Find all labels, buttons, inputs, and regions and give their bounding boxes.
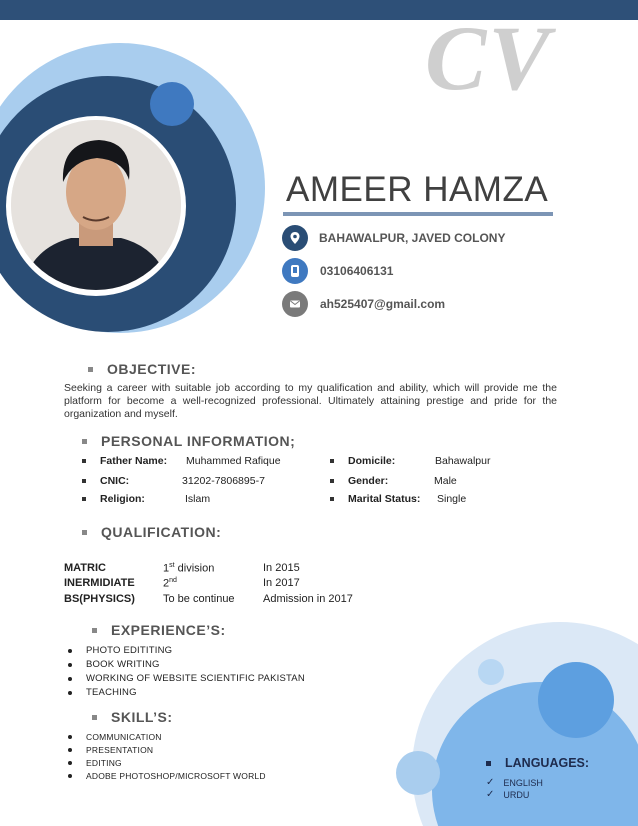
degree: MATRIC [64,562,106,574]
list-item [68,687,137,698]
list-bullet [82,459,86,463]
phone-icon [282,258,308,284]
list-bullet [82,479,86,483]
qualification-title: QUALIFICATION: [101,524,222,540]
domicile-label: Domicile: [348,455,396,467]
skill-item: ADOBE PHOTOSHOP/MICROSOFT WORLD [86,771,266,781]
domicile-row [330,455,491,467]
father-name-label: Father Name: [100,455,168,467]
domicile-value: Bahawalpur [435,455,491,467]
list-bullet [82,497,86,501]
cv-watermark: CV [425,7,552,109]
languages-heading [486,756,589,770]
list-item [68,745,153,755]
section-bullet [486,761,491,766]
objective-heading [88,361,196,377]
result: To be continue [163,593,235,605]
experience-title: EXPERIENCE’S: [111,622,226,638]
candidate-name: AMEER HAMZA [286,170,549,209]
name-underline [283,212,553,216]
experience-item: WORKING OF WEBSITE SCIENTIFIC PAKISTAN [86,673,305,684]
year: In 2015 [263,562,300,574]
marital-status-row [330,493,467,505]
skills-title: SKILL’S: [111,709,173,725]
gender-label: Gender: [348,475,389,487]
qualification-heading [82,524,221,540]
location-icon [282,225,308,251]
skills-heading [92,709,173,725]
degree: INERMIDIATE [64,577,135,589]
list-item [68,645,172,656]
address-row [282,225,505,251]
checkmark-icon: ✓ [486,777,495,788]
list-bullet [68,663,72,667]
cnic-label: CNIC: [100,475,130,487]
language-item [486,789,529,800]
religion-label: Religion: [100,493,145,505]
experience-item: TEACHING [86,687,137,698]
objective-title: OBJECTIVE: [107,361,197,377]
address-text: BAHAWALPUR, JAVED COLONY [319,231,506,245]
cnic-value: 31202-7806895-7 [182,475,265,487]
religion-row [82,493,211,505]
skill-item: EDITING [86,758,122,768]
avatar [11,120,181,290]
result: 1st division [163,562,215,575]
list-bullet [68,691,72,695]
list-item [68,673,305,684]
section-bullet [92,715,97,720]
list-item [68,732,162,742]
skill-item: PRESENTATION [86,745,154,755]
phone-row [282,258,393,284]
skill-item: COMMUNICATION [86,732,162,742]
bottom-tiny-circle [478,659,504,685]
experience-heading [92,622,226,638]
phone-text: 03106406131 [320,264,394,278]
language-label: URDU [503,789,530,800]
marital-status-value: Single [437,493,467,505]
year: Admission in 2017 [263,593,353,605]
list-bullet [68,677,72,681]
personal-info-title: PERSONAL INFORMATION; [101,433,296,449]
experience-item: BOOK WRITING [86,659,160,670]
list-bullet [330,497,334,501]
email-row [282,291,445,317]
bottom-left-circle [396,751,440,795]
list-bullet [330,459,334,463]
gender-row [330,475,457,487]
list-bullet [68,761,72,765]
list-bullet [68,774,72,778]
email-icon [282,291,308,317]
personal-info-heading [82,433,295,449]
marital-status-label: Marital Status: [348,493,421,505]
checkmark-icon: ✓ [486,789,495,800]
profile-photo [11,120,181,290]
result: 2nd [163,577,177,590]
list-bullet [68,735,72,739]
small-blue-circle [150,82,194,126]
gender-value: Male [434,475,457,487]
objective-text: Seeking a career with suitable job according to my qualification and ability, which will provide me the platform for become a well-recognized professional. Ultimately attaining prestige and pride for the organization and myself. [64,382,557,420]
experience-item: PHOTO EDITITING [86,645,173,656]
section-bullet [88,367,93,372]
language-item [486,777,543,788]
list-item [68,758,122,768]
languages-title: LANGUAGES: [505,756,590,770]
list-bullet [68,748,72,752]
section-bullet [92,628,97,633]
year: In 2017 [263,577,300,589]
degree: BS(PHYSICS) [64,593,135,605]
list-bullet [330,479,334,483]
list-item [68,659,160,670]
section-bullet [82,530,87,535]
list-item [68,771,266,781]
email-text: ah525407@gmail.com [320,297,446,311]
section-bullet [82,439,87,444]
list-bullet [68,649,72,653]
religion-value: Islam [185,493,211,505]
father-name-row [82,455,281,467]
language-label: ENGLISH [503,777,543,788]
bottom-small-circle [538,662,614,738]
father-name-value: Muhammed Rafique [186,455,281,467]
cnic-row [82,475,265,487]
